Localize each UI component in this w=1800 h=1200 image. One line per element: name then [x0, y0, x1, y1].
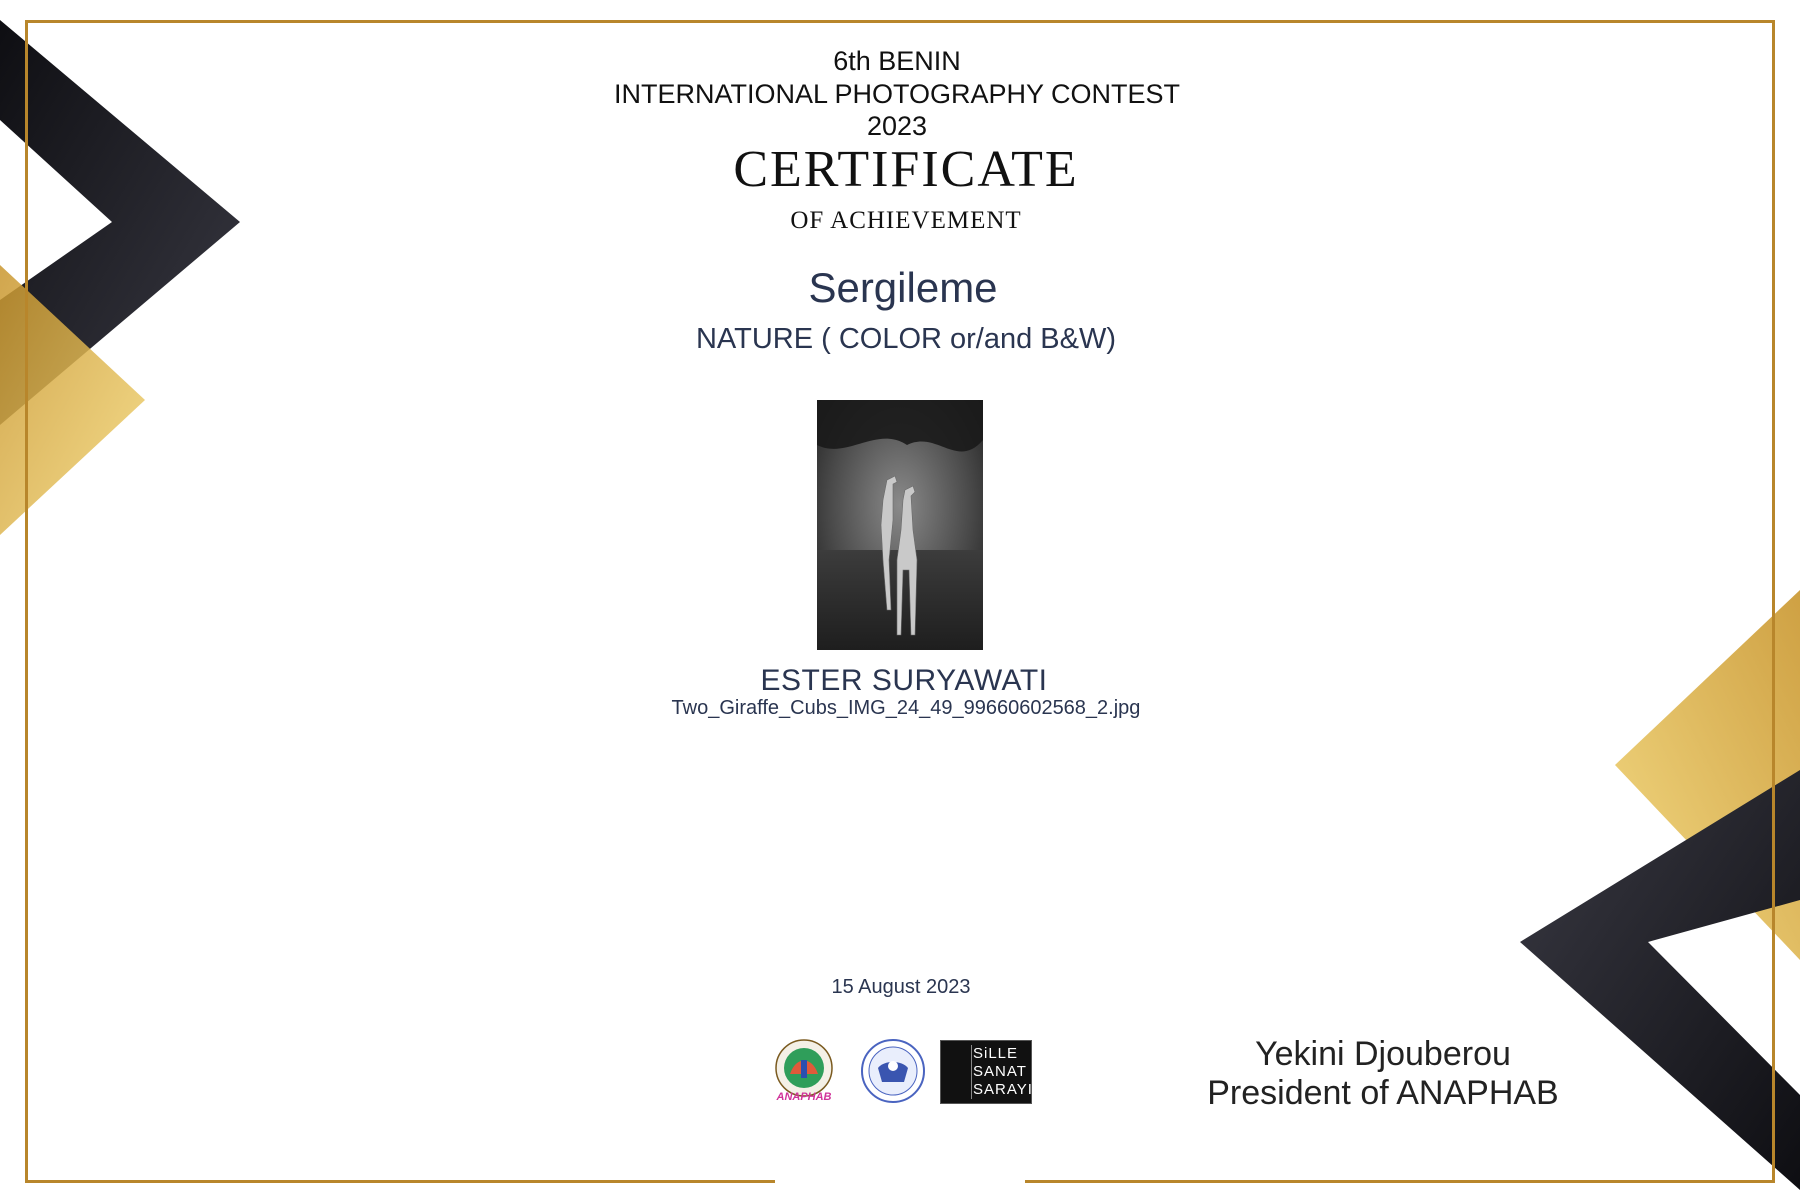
frame-top — [25, 20, 1775, 23]
certificate-date: 15 August 2023 — [831, 976, 971, 998]
contest-name: INTERNATIONAL PHOTOGRAPHY CONTEST — [613, 79, 1181, 109]
contest-edition: 6th BENIN — [833, 46, 961, 76]
anaphab-logo-text: ANAPHAB — [776, 1091, 832, 1103]
award-photo — [817, 400, 983, 650]
certificate-title: CERTIFICATE — [733, 141, 1079, 198]
category: NATURE ( COLOR or/and B&W) — [695, 323, 1117, 355]
award-name: Sergileme — [808, 264, 998, 311]
certificate-subtitle: OF ACHIEVEMENT — [790, 207, 1022, 234]
frame-bottom-left — [25, 1180, 775, 1183]
contest-year: 2023 — [866, 111, 928, 141]
author-name: ESTER SURYAWATI — [760, 664, 1048, 697]
emblem-logo — [860, 1038, 926, 1104]
sille-logo-line3: SARAYI — [973, 1081, 1033, 1098]
photo-filename: Two_Giraffe_Cubs_IMG_24_49_99660602568_2.jpg — [671, 697, 1141, 719]
sille-sanat-sarayi-logo — [940, 1040, 1032, 1104]
sille-logo-line1: SiLLE — [973, 1045, 1019, 1062]
frame-bottom-right — [1025, 1180, 1775, 1183]
sille-logo-mark — [945, 1045, 972, 1099]
sille-logo-line2: SANAT — [973, 1063, 1027, 1080]
anaphab-logo — [768, 1038, 840, 1106]
signatory-title: President of ANAPHAB — [1207, 1074, 1559, 1112]
signatory-name: Yekini Djouberou — [1255, 1035, 1511, 1073]
